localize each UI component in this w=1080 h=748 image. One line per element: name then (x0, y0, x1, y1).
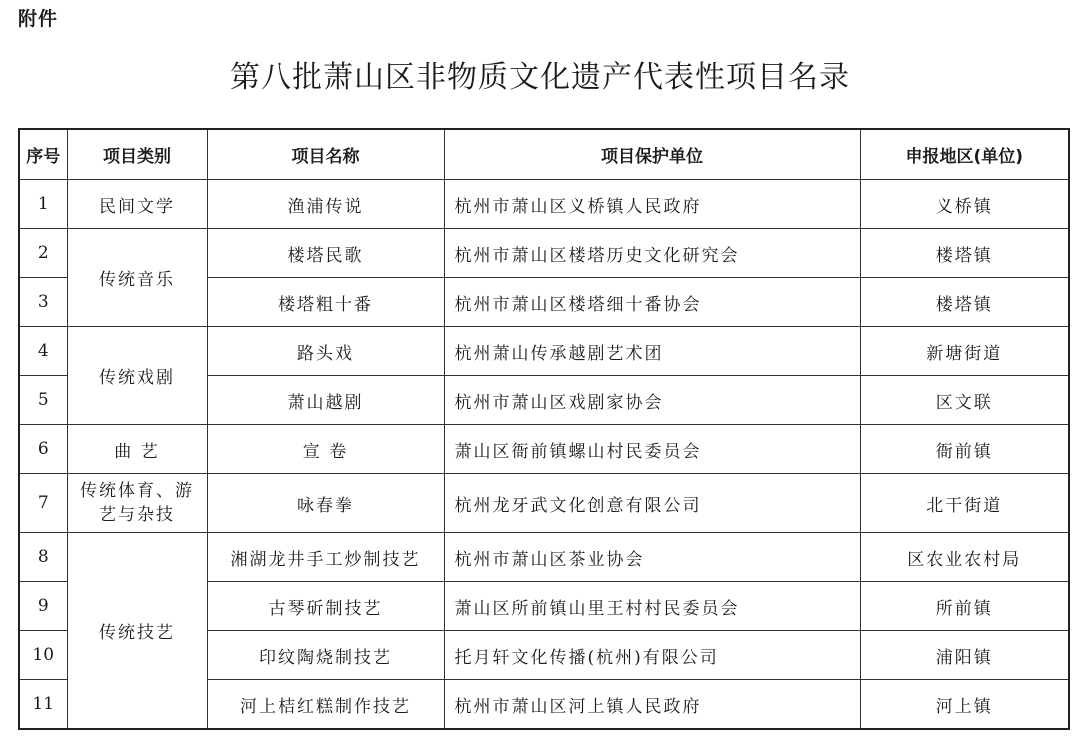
project-name: 渔浦传说 (207, 180, 444, 229)
column-header-name: 项目名称 (207, 129, 444, 180)
row-number: 4 (19, 327, 67, 376)
project-name: 楼塔民歌 (207, 229, 444, 278)
declaring-region: 衙前镇 (860, 425, 1069, 474)
project-name: 河上桔红糕制作技艺 (207, 680, 444, 730)
project-name: 湘湖龙井手工炒制技艺 (207, 533, 444, 582)
protection-unit: 托月轩文化传播(杭州)有限公司 (444, 631, 860, 680)
heritage-list-table (18, 128, 1070, 730)
category-cell: 传统戏剧 (67, 327, 207, 425)
project-name: 印纹陶烧制技艺 (207, 631, 444, 680)
category-cell: 传统体育、游艺与杂技 (67, 474, 207, 533)
declaring-region: 浦阳镇 (860, 631, 1069, 680)
category-cell: 曲 艺 (67, 425, 207, 474)
row-number: 6 (19, 425, 67, 474)
declaring-region: 北干街道 (860, 474, 1069, 533)
declaring-region: 义桥镇 (860, 180, 1069, 229)
category-cell: 民间文学 (67, 180, 207, 229)
protection-unit: 杭州萧山传承越剧艺术团 (444, 327, 860, 376)
protection-unit: 萧山区衙前镇螺山村民委员会 (444, 425, 860, 474)
protection-unit: 杭州市萧山区楼塔历史文化研究会 (444, 229, 860, 278)
project-name: 萧山越剧 (207, 376, 444, 425)
protection-unit: 杭州市萧山区茶业协会 (444, 533, 860, 582)
project-name: 宣 卷 (207, 425, 444, 474)
page-title: 第八批萧山区非物质文化遗产代表性项目名录 (230, 60, 850, 95)
table-row (19, 180, 1069, 229)
column-header-category: 项目类别 (67, 129, 207, 180)
protection-unit: 杭州市萧山区义桥镇人民政府 (444, 180, 860, 229)
attachment-label: 附件 (18, 8, 59, 30)
category-cell: 传统音乐 (67, 229, 207, 327)
table-row (19, 474, 1069, 533)
row-number: 1 (19, 180, 67, 229)
row-number: 9 (19, 582, 67, 631)
project-name: 路头戏 (207, 327, 444, 376)
row-number: 7 (19, 474, 67, 533)
declaring-region: 所前镇 (860, 582, 1069, 631)
table-row (19, 327, 1069, 376)
protection-unit: 杭州市萧山区戏剧家协会 (444, 376, 860, 425)
protection-unit: 杭州市萧山区河上镇人民政府 (444, 680, 860, 730)
row-number: 5 (19, 376, 67, 425)
table-row (19, 425, 1069, 474)
table-row (19, 533, 1069, 582)
table-row (19, 229, 1069, 278)
declaring-region: 区文联 (860, 376, 1069, 425)
row-number: 2 (19, 229, 67, 278)
category-cell: 传统技艺 (67, 533, 207, 730)
table-header-row (19, 129, 1069, 180)
row-number: 8 (19, 533, 67, 582)
declaring-region: 新塘街道 (860, 327, 1069, 376)
column-header-no: 序号 (19, 129, 67, 180)
declaring-region: 楼塔镇 (860, 229, 1069, 278)
row-number: 10 (19, 631, 67, 680)
project-name: 楼塔粗十番 (207, 278, 444, 327)
protection-unit: 杭州市萧山区楼塔细十番协会 (444, 278, 860, 327)
column-header-region: 申报地区(单位) (860, 129, 1069, 180)
column-header-unit: 项目保护单位 (444, 129, 860, 180)
project-name: 古琴斫制技艺 (207, 582, 444, 631)
protection-unit: 萧山区所前镇山里王村村民委员会 (444, 582, 860, 631)
row-number: 3 (19, 278, 67, 327)
declaring-region: 河上镇 (860, 680, 1069, 730)
declaring-region: 楼塔镇 (860, 278, 1069, 327)
row-number: 11 (19, 680, 67, 730)
declaring-region: 区农业农村局 (860, 533, 1069, 582)
project-name: 咏春拳 (207, 474, 444, 533)
protection-unit: 杭州龙牙武文化创意有限公司 (444, 474, 860, 533)
